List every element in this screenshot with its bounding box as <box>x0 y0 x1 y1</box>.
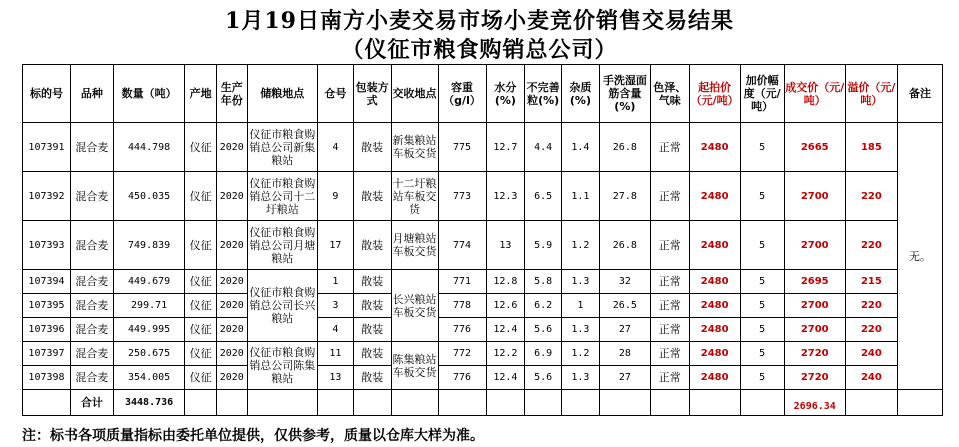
results-table <box>22 64 943 416</box>
quantity-cell: 450.035 <box>113 172 184 221</box>
start-price-cell: 2480 <box>689 342 740 366</box>
premium-cell: 220 <box>845 221 897 270</box>
header-gluten: 手洗湿面筋含量(%) <box>599 65 650 123</box>
warehouse-cell: 4 <box>318 123 354 172</box>
storage-cell: 仪征市粮食购销总公司月塘粮站 <box>247 221 317 270</box>
origin-cell: 仪征 <box>185 318 217 342</box>
quantity-cell: 749.839 <box>113 221 184 270</box>
delivery-cell: 新集粮站车板交货 <box>391 123 438 172</box>
color-cell: 正常 <box>650 123 689 172</box>
page-subtitle: （仪征市粮食购销总公司） <box>341 37 618 63</box>
density-cell: 775 <box>438 123 486 172</box>
start-price-cell: 2480 <box>689 270 740 294</box>
header-lot: 标的号 <box>23 65 71 123</box>
quantity-cell: 299.71 <box>113 294 184 318</box>
impurity-cell: 1 <box>562 294 600 318</box>
empty-cell <box>247 390 317 416</box>
table-row <box>23 294 943 318</box>
moisture-cell: 12.4 <box>486 366 525 390</box>
table-row <box>23 221 943 270</box>
packing-cell: 散装 <box>353 366 391 390</box>
origin-cell: 仪征 <box>185 342 217 366</box>
empty-cell <box>438 390 486 416</box>
year-cell: 2020 <box>216 294 247 318</box>
header-remark: 备注 <box>897 65 942 123</box>
density-cell: 774 <box>438 221 486 270</box>
start-price-cell: 2480 <box>689 221 740 270</box>
empty-cell <box>318 390 354 416</box>
moisture-cell: 12.7 <box>486 123 525 172</box>
premium-cell: 185 <box>845 123 897 172</box>
packing-cell: 散装 <box>353 318 391 342</box>
warehouse-cell: 13 <box>318 366 354 390</box>
packing-cell: 散装 <box>353 123 391 172</box>
density-cell: 772 <box>438 342 486 366</box>
color-cell: 正常 <box>650 270 689 294</box>
page-title: 1月19日南方小麦交易市场小麦竞价销售交易结果 <box>225 8 734 34</box>
warehouse-cell: 3 <box>318 294 354 318</box>
start-price-cell: 2480 <box>689 366 740 390</box>
empty-cell <box>562 390 600 416</box>
increment-cell: 5 <box>740 123 784 172</box>
start-price-cell: 2480 <box>689 294 740 318</box>
quantity-cell: 250.675 <box>113 342 184 366</box>
impurity-cell: 1.4 <box>562 123 600 172</box>
start-price-cell: 2480 <box>689 172 740 221</box>
delivery-cell: 十二圩粮站车板交货 <box>391 172 438 221</box>
lot-cell: 107396 <box>23 318 71 342</box>
header-moisture: 水分(%) <box>486 65 525 123</box>
start-price-cell: 2480 <box>689 123 740 172</box>
totals-quantity: 3448.736 <box>113 390 184 416</box>
origin-cell: 仪征 <box>185 366 217 390</box>
storage-cell: 仪征市粮食购销总公司十二圩粮站 <box>247 172 317 221</box>
empty-cell <box>650 390 689 416</box>
quantity-cell: 449.995 <box>113 318 184 342</box>
delivery-cell: 长兴粮站车板交货 <box>391 270 438 342</box>
increment-cell: 5 <box>740 270 784 294</box>
moisture-cell: 12.6 <box>486 294 525 318</box>
density-cell: 773 <box>438 172 486 221</box>
imperfect-cell: 6.2 <box>525 294 562 318</box>
packing-cell: 散装 <box>353 342 391 366</box>
header-quantity: 数量（吨） <box>113 65 184 123</box>
delivery-cell: 陈集粮站车板交货 <box>391 342 438 390</box>
color-cell: 正常 <box>650 318 689 342</box>
empty-cell <box>599 390 650 416</box>
increment-cell: 5 <box>740 366 784 390</box>
packing-cell: 散装 <box>353 294 391 318</box>
header-packing: 包装方式 <box>353 65 391 123</box>
moisture-cell: 12.4 <box>486 318 525 342</box>
increment-cell: 5 <box>740 294 784 318</box>
header-row <box>23 65 943 123</box>
density-cell: 778 <box>438 294 486 318</box>
deal-price-cell: 2700 <box>784 318 845 342</box>
premium-cell: 240 <box>845 366 897 390</box>
average-price-cell <box>784 390 845 416</box>
origin-cell: 仪征 <box>185 294 217 318</box>
quantity-cell: 449.679 <box>113 270 184 294</box>
origin-cell: 仪征 <box>185 172 217 221</box>
premium-cell: 220 <box>845 172 897 221</box>
storage-cell: 仪征市粮食购销总公司新集粮站 <box>247 123 317 172</box>
table-row <box>23 123 943 172</box>
average-price: 2696.34 <box>793 401 836 412</box>
empty-cell <box>391 390 438 416</box>
premium-cell: 220 <box>845 318 897 342</box>
header-color-smell: 色泽、气味 <box>650 65 689 123</box>
color-cell: 正常 <box>650 221 689 270</box>
color-cell: 正常 <box>650 342 689 366</box>
empty-cell <box>486 390 525 416</box>
moisture-cell: 12.2 <box>486 342 525 366</box>
imperfect-cell: 6.5 <box>525 172 562 221</box>
gluten-cell: 26.8 <box>599 123 650 172</box>
color-cell: 正常 <box>650 294 689 318</box>
moisture-cell: 13 <box>486 221 525 270</box>
empty-cell <box>216 390 247 416</box>
header-storage: 储粮地点 <box>247 65 317 123</box>
quantity-cell: 354.005 <box>113 366 184 390</box>
remark-cell: 无。 <box>897 123 942 390</box>
header-increment: 加价幅度（元/吨） <box>740 65 784 123</box>
empty-cell <box>740 390 784 416</box>
lot-cell: 107395 <box>23 294 71 318</box>
storage-cell: 仪征市粮食购销总公司陈集粮站 <box>247 342 317 390</box>
impurity-cell: 1.3 <box>562 270 600 294</box>
storage-cell: 仪征市粮食购销总公司长兴粮站 <box>247 270 317 342</box>
packing-cell: 散装 <box>353 172 391 221</box>
imperfect-cell: 5.8 <box>525 270 562 294</box>
header-origin: 产地 <box>185 65 217 123</box>
increment-cell: 5 <box>740 342 784 366</box>
packing-cell: 散装 <box>353 270 391 294</box>
gluten-cell: 27 <box>599 366 650 390</box>
lot-cell: 107397 <box>23 342 71 366</box>
empty-cell <box>845 390 897 416</box>
year-cell: 2020 <box>216 270 247 294</box>
totals-label: 合计 <box>70 390 113 416</box>
origin-cell: 仪征 <box>185 270 217 294</box>
deal-price-cell: 2700 <box>784 294 845 318</box>
increment-cell: 5 <box>740 318 784 342</box>
imperfect-cell: 4.4 <box>525 123 562 172</box>
header-density: 容重（g/l） <box>438 65 486 123</box>
empty-cell <box>525 390 562 416</box>
deal-price-cell: 2700 <box>784 172 845 221</box>
table-row <box>23 318 943 342</box>
increment-cell: 5 <box>740 221 784 270</box>
empty-cell <box>353 390 391 416</box>
moisture-cell: 12.3 <box>486 172 525 221</box>
year-cell: 2020 <box>216 342 247 366</box>
year-cell: 2020 <box>216 123 247 172</box>
empty-cell <box>689 390 740 416</box>
impurity-cell: 1.1 <box>562 172 600 221</box>
impurity-cell: 1.2 <box>562 221 600 270</box>
density-cell: 776 <box>438 318 486 342</box>
variety-cell: 混合麦 <box>70 270 113 294</box>
imperfect-cell: 5.6 <box>525 318 562 342</box>
start-price-cell: 2480 <box>689 318 740 342</box>
header-delivery: 交收地点 <box>391 65 438 123</box>
density-cell: 771 <box>438 270 486 294</box>
table-row <box>23 342 943 366</box>
table-row <box>23 366 943 390</box>
warehouse-cell: 4 <box>318 318 354 342</box>
premium-cell: 240 <box>845 342 897 366</box>
header-impurity: 杂质(%) <box>562 65 600 123</box>
year-cell: 2020 <box>216 221 247 270</box>
variety-cell: 混合麦 <box>70 123 113 172</box>
variety-cell: 混合麦 <box>70 366 113 390</box>
impurity-cell: 1.3 <box>562 366 600 390</box>
packing-cell: 散装 <box>353 221 391 270</box>
lot-cell: 107394 <box>23 270 71 294</box>
year-cell: 2020 <box>216 172 247 221</box>
footnote: 注：标书各项质量指标由委托单位提供，仅供参考，质量以仓库大样为准。 <box>22 428 484 444</box>
delivery-cell: 月塘粮站车板交货 <box>391 221 438 270</box>
warehouse-cell: 11 <box>318 342 354 366</box>
header-start-price: 起拍价（元/吨） <box>689 65 740 123</box>
moisture-cell: 12.8 <box>486 270 525 294</box>
totals-row <box>23 390 943 416</box>
lot-cell: 107392 <box>23 172 71 221</box>
year-cell: 2020 <box>216 366 247 390</box>
gluten-cell: 32 <box>599 270 650 294</box>
premium-cell: 215 <box>845 270 897 294</box>
gluten-cell: 26.8 <box>599 221 650 270</box>
lot-cell: 107393 <box>23 221 71 270</box>
gluten-cell: 28 <box>599 342 650 366</box>
deal-price-cell: 2700 <box>784 221 845 270</box>
deal-price-cell: 2720 <box>784 342 845 366</box>
deal-price-cell: 2695 <box>784 270 845 294</box>
table-row <box>23 172 943 221</box>
imperfect-cell: 5.6 <box>525 366 562 390</box>
color-cell: 正常 <box>650 366 689 390</box>
lot-cell: 107391 <box>23 123 71 172</box>
premium-cell: 220 <box>845 294 897 318</box>
header-imperfect: 不完善粒(%) <box>525 65 562 123</box>
deal-price-cell: 2665 <box>784 123 845 172</box>
lot-cell: 107398 <box>23 366 71 390</box>
increment-cell: 5 <box>740 172 784 221</box>
table-row <box>23 270 943 294</box>
empty-cell <box>897 390 942 416</box>
warehouse-cell: 9 <box>318 172 354 221</box>
variety-cell: 混合麦 <box>70 172 113 221</box>
totals-blank-cell <box>23 390 71 416</box>
year-cell: 2020 <box>216 318 247 342</box>
deal-price-cell: 2720 <box>784 366 845 390</box>
density-cell: 776 <box>438 366 486 390</box>
origin-cell: 仪征 <box>185 221 217 270</box>
header-year: 生产年份 <box>216 65 247 123</box>
variety-cell: 混合麦 <box>70 342 113 366</box>
variety-cell: 混合麦 <box>70 318 113 342</box>
imperfect-cell: 5.9 <box>525 221 562 270</box>
color-cell: 正常 <box>650 172 689 221</box>
header-warehouse: 仓号 <box>318 65 354 123</box>
impurity-cell: 1.2 <box>562 342 600 366</box>
header-deal-price: 成交价（元/吨） <box>784 65 845 123</box>
gluten-cell: 26.5 <box>599 294 650 318</box>
warehouse-cell: 17 <box>318 221 354 270</box>
header-variety: 品种 <box>70 65 113 123</box>
header-premium: 溢价（元/吨） <box>845 65 897 123</box>
imperfect-cell: 6.9 <box>525 342 562 366</box>
empty-cell <box>185 390 217 416</box>
warehouse-cell: 1 <box>318 270 354 294</box>
variety-cell: 混合麦 <box>70 221 113 270</box>
gluten-cell: 27 <box>599 318 650 342</box>
origin-cell: 仪征 <box>185 123 217 172</box>
impurity-cell: 1.3 <box>562 318 600 342</box>
variety-cell: 混合麦 <box>70 294 113 318</box>
gluten-cell: 27.8 <box>599 172 650 221</box>
quantity-cell: 444.798 <box>113 123 184 172</box>
